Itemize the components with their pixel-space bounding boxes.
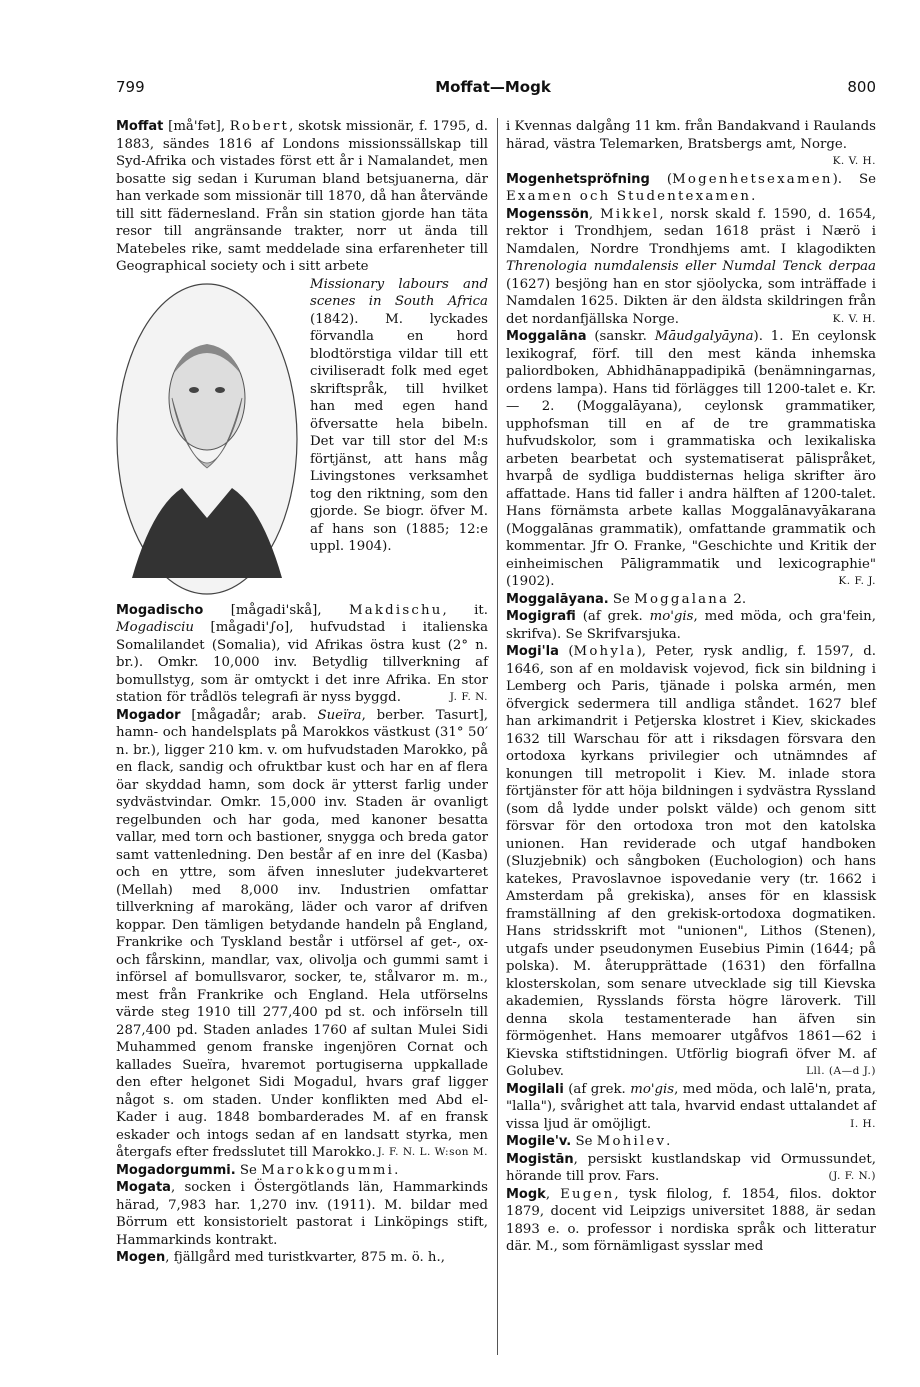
author-signature: K. V. H. [832,155,876,167]
author-signature: J. F. N. L. W:son M. [377,1146,488,1158]
headword: Mogi'la [506,644,559,659]
headword: Mogen [116,1250,166,1265]
headword: Mogistān [506,1151,574,1167]
headword: Mogile'v. [506,1134,572,1149]
running-title: Moffat—Mogk [435,78,551,96]
page-header [110,78,876,100]
headword: Mogenssön [506,206,589,222]
entry-mogenssoen: Mogenssön, Mikkel, norsk skald f. 1590, d. 1654, rektor i Trondhjem, sedan 1618 präst i Nærö i Namdalen, Nordre Trondhjems amt. I klagodikten Threnologia numdalensis eller Numdal Tenck derpaa (1627) besjöng han en stor sjöolycka, som inträffade i Namdalen 1625. Dikten är den äldsta skildringen från det nordanfjällska Norge. K. V. H. [506,206,876,327]
author-signature: K. V. H. [832,312,876,325]
entry-mogadorgummi: Mogadorgummi. Se Marokkogummi. [116,1162,399,1178]
right-column [506,118,876,1256]
page-number-right: 800 [847,78,876,96]
entry-mogigrafi: Mogigrafi (af grek. mo'gis, med möda, och gra'fein, skrifva). Se Skrifvarsjuka. [506,609,876,642]
entry-mogador: Mogador [mågadår; arab. Sueïra, berber. Tasurt], hamn- och handelsplats på Marokkos västkust (31° 50′ n. br.), ligger 210 km. v. om hufvudstaden Marokko, på en flack, sandig och ofruktbar kust och har en af flera öar skyddad hamn, som dock är ytterst farlig under sydvästvindar. Omkr. 15,000 inv. Staden är ovanligt regelbunden och har goda, med kanoner besatta vallar, med torn och bastioner, snygga och breda gator samt vattenledning. Den består af en inre del (Kasba) och en yttre, som äfven innesluter judekvarteret (Mellah) med 8,000 inv. Industrien omfattar tillverkning af marokäng, läder och varor af drifven koppar. Den tämligen betydande handeln på England, Frankrike och Tyskland består i utförsel af get-, ox- och fårskinn, mandlar, vax, olivolja och gummi samt i införsel af bomullsvaror, socker, te, stålvaror m. m., mest från Frankrike och England. Hela utförselns värde steg 1910 till 277,400 pd st. och införseln till 287,400 pd. Staden anlades 1760 af sultan Mulei Sidi Muhammed genom franske ingenjören Cornat och kallades Sueïra, hvaremot portugiserna uppkallade den efter helgonet Sidi Mogadul, hvars graf ligger något s. om staden. Under konflikten med Abd el-Kader i aug. 1848 bombarderades M. af en fransk eskader och intogs sedan af en landsatt styrka, men återgafs efter fredsslutet till Marokko. J. F. N. L. W:son M. [116,707,488,1160]
entry-mogistan: Mogistān, persiskt kustlandskap vid Ormussundet, hörande till prov. Fars. (J. F. N.) [506,1151,876,1184]
author-signature: (J. F. N.) [828,1170,876,1182]
headword: Mogigrafi [506,609,576,624]
entry-mogen-cont: i Kvennas dalgång 11 km. från Bandakvand i Raulands härad, västra Telemarken, Bratsbergs amt, Norge. K. V. H. [506,118,876,153]
headword: Moggalāyana. [506,591,609,607]
headword: Mogenhetspröfning [506,171,650,187]
entry-mogilali: Mogilali (af grek. mo'gis, med möda, och lalē'n, prata, "lalla"), svårighet att tala, hvarvid endast uttalandet af vissa ljud är omöjligt. I. H. [506,1081,876,1132]
page-number-left: 799 [116,78,145,96]
author-signature: J. F. N. [449,691,488,703]
author-signature: Lll. (A—d J.) [806,1065,876,1077]
entry-mogata: Mogata, socken i Östergötlands län, Hammarkinds härad, 7,983 har. 1,270 inv. (1911). M. bildar med Börrum ett konsistorielt pastorat i Linköpings stift, Hammarkinds kontrakt. [116,1180,488,1248]
headword: Moggalāna [506,329,587,344]
entry-mogenhetsprofning: Mogenhetspröfning (Mogenhetsexamen). Se Examen och Studentexamen. [506,171,877,204]
author-signature: K. F. J. [838,575,876,587]
portrait-engraving [112,278,302,600]
entry-mogen: Mogen, fjällgård med turistkvarter, 875 m. ö. h., [116,1250,445,1265]
entry-mogilev: Mogile'v. Se Mohilev. [506,1134,671,1149]
entry-moffat-cont: Missionary labours and scenes in South Africa (1842). M. lyckades förvandla en hord blodtörstiga vildar till ett civiliseradt folk med eget skriftspråk, till hvilket han med egen hand öfversatte hela bibeln. Det var till stor del M:s förtjänst, att hans måg Livingstones verksamhet tog den riktning, som den gjorde. Se biogr. öfver M. af hans son (1885; 12:e uppl. 1904). [310,276,488,554]
left-column [116,118,488,1267]
entry-mogk: Mogk, Eugen, tysk filolog, f. 1854, filos. doktor 1879, docent vid Leipzigs universitet 1888, är sedan 1893 e. o. professor i nordiska språk och litteratur där. M., som förnämligast sysslar med [506,1186,876,1254]
headword: Mogilali [506,1081,564,1097]
entry-mogadischo: Mogadischo [mågadi'skå], Makdischu, it. Mogadisciu [mågadi'∫o], hufvudstad i italienska Somalilandet (Somalia), vid Afrikas östra kust (2° n. br.). Omkr. 10,000 inv. Betydlig tillverkning af bomullstyg, som är omtyckt i det inre Afrika. En stor station för trådlös telegrafi är nyss byggd. J. F. N. [116,602,489,705]
headword: Mogador [116,707,181,723]
headword: Mogadorgummi. [116,1162,236,1178]
column-divider [497,118,498,1355]
headword: Moffat [116,119,164,134]
entry-moggalana: Moggalāna (sanskr. Māudgalyāyna). 1. En ceylonsk lexikograf, förf. till den mest kända inhemska paliordboken, Abhidhānappadipikā (benämningarnas, ordens lampa). Hans tid förlägges till 1200-talet e. Kr. — 2. (Moggalāyana), ceylonsk grammatiker, upphofsman till en af de tre grammatiska hufvudskolor, som i grammatiska och lexikaliska arbeten bearbetat och systematiserat pālispråket, hvarpå de sydliga buddisternas heliga skrifter äro affattade. Hans tid faller i andra hälften af 1200-talet. Hans förnämsta arbete kallas Moggalānavyākarana (Moggalānas grammatik), omfattande grammatik och kommentar. Jfr O. Franke, "Geschichte und Kritik der einheimischen Pāligrammatik und lexicographie" (1902). K. F. J. [506,329,876,589]
author-signature: I. H. [850,1117,876,1130]
entry-mogila: Mogi'la (Mohyla), Peter, rysk andlig, f. 1597, d. 1646, son af en moldavisk vojevod, fick sin bildning i Lemberg och Paris, tjänade i polska armén, men öfvergick sedermera till andliga ståndet. 1627 blef han arkimandrit i Petjerska klostret i Kiev, skickades 1632 till Warschau för att i riksdagen försvara den ortodoxa kyrkans privilegier och utnämndes af konungen till metropolit i Kiev. M. inlade stora förtjänster för att höja bildningen i sydvästra Ryssland (som då lydde under polskt välde) och genom sitt försvar för den ortodoxa tron mot den katolska unionen. Han reviderade och utgaf handboken (Sluzjebnik) och sångboken (Euchologion) och hans katekes, Pravoslavnoe ispovedanie very (tr. 1662 i Amsterdam på grekiska), anses för en klassisk framställning af den grekisk-ortodoxa dogmatiken. Hans stridsskrift mot "unionen", Lithos (Stenen), utgafs under pseudonymen Eusebius Pimin (1644; på polska). M. återupprättade (1631) den förfallna klosterskolan, som senare utvecklade sig till Kievska akademien, Rysslands första högre läroverk. Till denna skola testamenterade han äfven sin förmögenhet. Hans memoarer utgåfvos 1861—62 i Kievska stiftstidningen. Utförlig biografi öfver M. af Golubev. Lll. (A—d J.) [506,644,876,1079]
entry-moggalayana: Moggalāyana. Se Moggalana 2. [506,591,747,607]
entry-moffat: Moffat [må'fət], Robert, skotsk missionär, f. 1795, d. 1883, sändes 1816 af Londons missionssällskap till Syd-Afrika och vistades först ett år i Namalandet, men bosatte sig sedan i Kuruman bland betsjuanerna, där han verkade som missionär till 1870, då han återvände till sitt fädernesland. Från sin station gjorde han täta resor till angränsande trakter, norr ut ända till Matebeles rike, samt meddelade sina erfarenheter till Geographical society och i sitt arbete [116,119,488,274]
headword: Mogata [116,1180,171,1195]
headword: Mogadischo [116,602,204,618]
headword: Mogk [506,1186,546,1202]
